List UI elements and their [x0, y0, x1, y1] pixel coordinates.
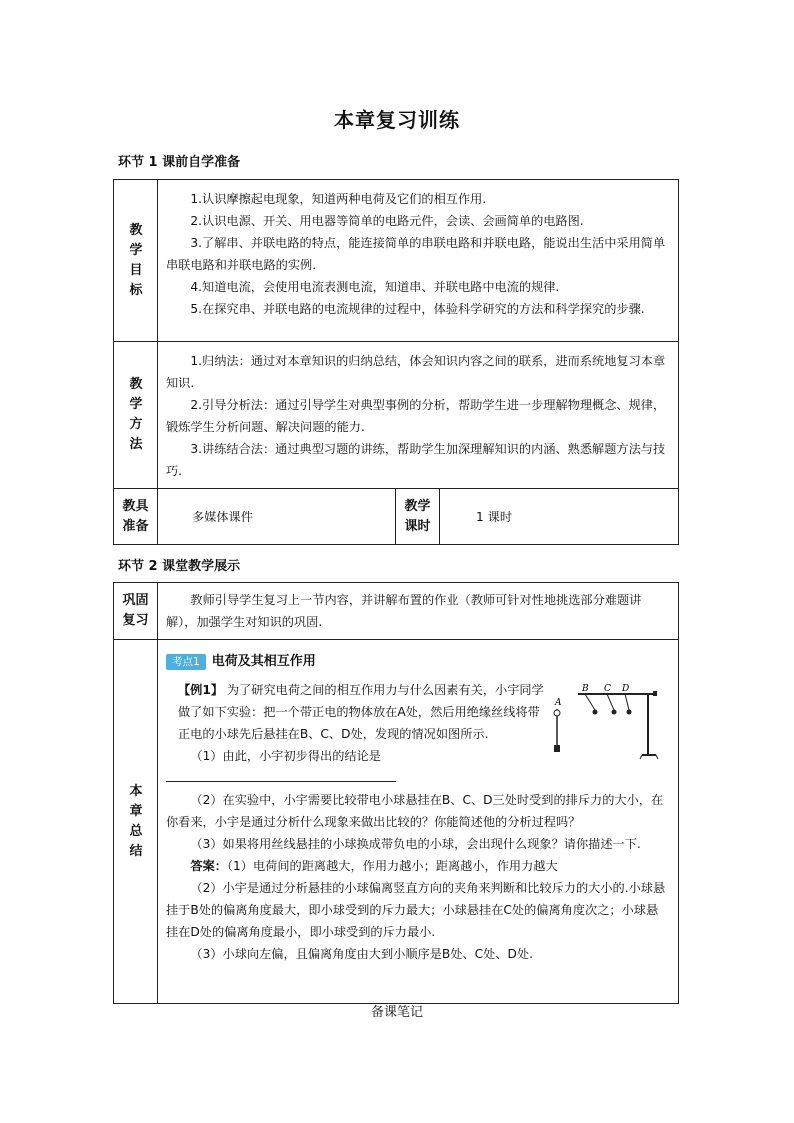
- section-1-table: [113, 179, 679, 545]
- methods-content: [158, 342, 679, 489]
- key-point-title: 电荷及其相互作用: [211, 654, 316, 669]
- goal-item: 2.认识电源、开关、用电器等简单的电路元件，会读、会画简单的电路图.: [190, 214, 584, 228]
- review-label: 巩固复习: [114, 583, 158, 640]
- section-2-heading: 环节 2 课堂教学展示: [118, 559, 241, 574]
- section-2-table: [113, 582, 679, 1004]
- answer-3: （3）小球向左偏，且偏离角度由大到小顺序是B处、C处、D处.: [190, 947, 533, 961]
- footer-notes: 备课笔记: [370, 1005, 423, 1020]
- key-point-tag: 考点1: [166, 654, 206, 670]
- page-title: 本章复习训练: [334, 108, 460, 132]
- goal-item: 3.了解串、并联电路的特点，能连接简单的串联电路和并联电路，能说出生活中采用简单串联电路和并联电路的实例.: [166, 236, 666, 272]
- summary-content: [158, 640, 679, 1004]
- review-content: 教师引导学生复习上一节内容，并讲解布置的作业（教师可针对性地挑选部分难题讲解），加强学生对知识的巩固.: [158, 583, 679, 640]
- figure-label-b: B: [582, 684, 589, 694]
- answer-blank: [166, 767, 396, 782]
- goals-content: [158, 180, 679, 342]
- tools-value: 多媒体课件: [158, 489, 396, 545]
- question-1: （1）由此，小宇初步得出的结论是: [166, 745, 668, 789]
- section-1-heading: 环节 1 课前自学准备: [118, 155, 241, 170]
- goal-item: 4.知道电流，会使用电流表测电流，知道串、并联电路中电流的规律.: [190, 280, 560, 294]
- summary-label: 本章总结: [114, 640, 158, 1004]
- question-3: （3）如果将用丝线悬挂的小球换成带负电的小球，会出现什么现象？请你描述一下.: [190, 837, 641, 851]
- goal-item: 1.认识摩擦起电现象，知道两种电荷及它们的相互作用.: [190, 192, 487, 206]
- tools-label: 教具准备: [114, 489, 158, 545]
- methods-label: 教学方法: [114, 342, 158, 489]
- method-item: 1.归纳法：通过对本章知识的归纳总结，体会知识内容之间的联系，进而系统地复习本章知识.: [166, 354, 666, 390]
- goal-item: 5.在探究串、并联电路的电流规律的过程中，体验科学研究的方法和科学探究的步骤.: [190, 302, 645, 316]
- method-item: 3.讲练结合法：通过典型习题的讲练，帮助学生加深理解知识的内涵、熟悉解题方法与技巧.: [166, 442, 666, 478]
- goals-label: 教学目标: [114, 180, 158, 342]
- time-value: 1 课时: [440, 489, 679, 545]
- key-point-header: [166, 650, 668, 673]
- example-1: 【例1】 为了研究电荷之间的相互作用力与什么因素有关，小宇同学做了如下实验：把一个带正电的物体放在A处，然后用绝缘丝线将带正电的小球先后悬挂在B、C、D处，发现的情况如图所示.: [178, 683, 544, 741]
- figure-label-a: A: [555, 698, 562, 708]
- time-label: 教学课时: [396, 489, 440, 545]
- answer-2: （2）小宇是通过分析悬挂的小球偏离竖直方向的夹角来判断和比较斥力的大小的.小球悬挂于B处的偏离角度最大，即小球受到的斥力最大；小球悬挂在C处的偏离角度次之；小球悬挂在D处的偏离角度最小，即小球受到的斥力最小.: [166, 881, 666, 939]
- question-2: （2）在实验中，小宇需要比较带电小球悬挂在B、C、D三处时受到的排斥力的大小，在你看来，小宇是通过分析什么现象来做出比较的？你能简述他的分析过程吗？: [166, 793, 664, 829]
- method-item: 2.引导分析法：通过引导学生对典型事例的分析，帮助学生进一步理解物理概念、规律，锻炼学生分析问题、解决问题的能力.: [166, 398, 666, 434]
- figure-label-d: D: [622, 684, 630, 694]
- answer-1: 答案：（1）电荷间的距离越大，作用力越小；距离越小，作用力越大: [190, 859, 558, 873]
- experiment-figure: [552, 683, 664, 761]
- figure-label-c: C: [604, 684, 611, 694]
